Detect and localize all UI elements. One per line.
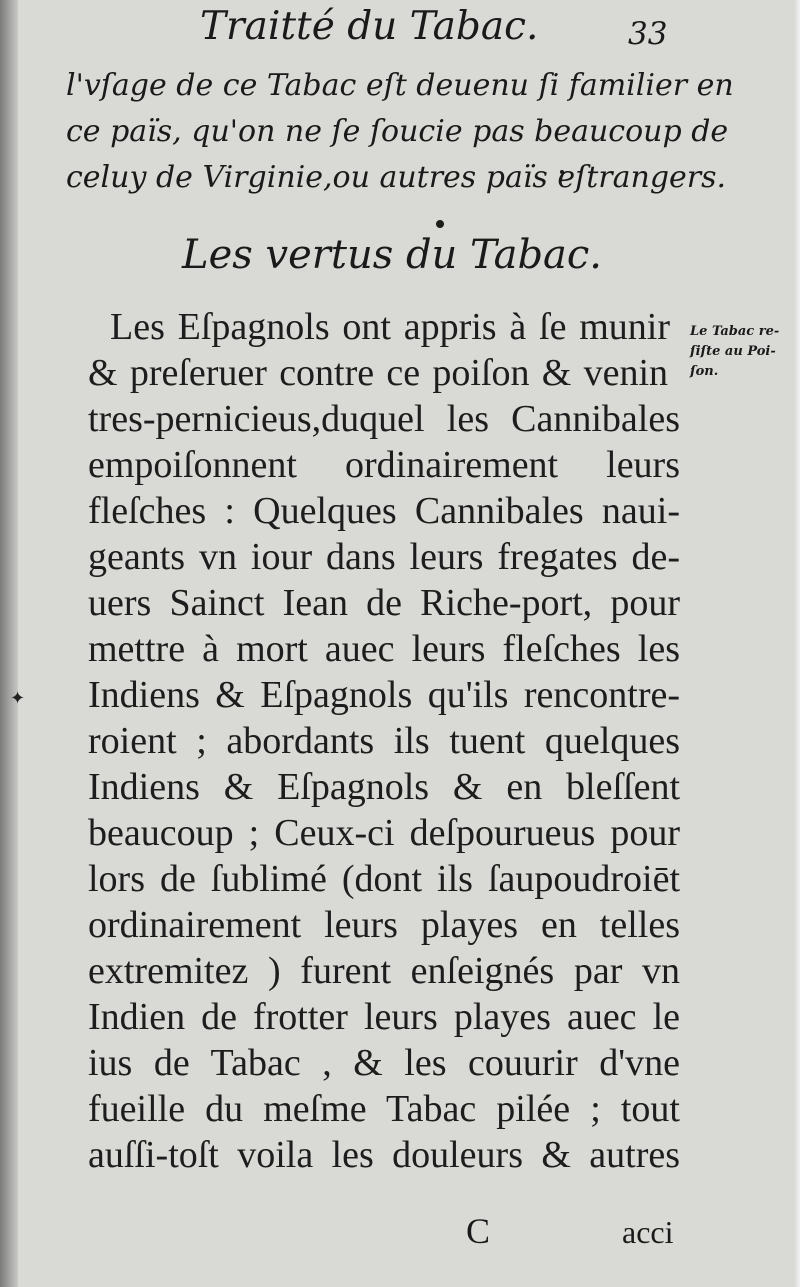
body-line: tres-pernicieus,duquel les Cannibales — [88, 398, 680, 440]
body-line: fleſches : Quelques Cannibales naui- — [88, 490, 680, 532]
catchword: acci — [622, 1214, 674, 1250]
body-line: Indiens & Eſpagnols & en bleſſent — [88, 766, 680, 808]
marginal-note — [690, 322, 800, 382]
marginal-note-line: Le Tabac re- — [690, 324, 780, 339]
body-line: Indiens & Eſpagnols qu'ils rencontre- — [88, 674, 680, 716]
body-line: uers Sainct Iean de Riche-port, pour — [88, 582, 680, 624]
body-line: Les Eſpagnols ont appris à ſe munir — [110, 306, 670, 348]
running-title: Traitté du Tabac. — [200, 4, 539, 49]
body-line: ordinairement leurs playes en telles — [88, 904, 680, 946]
page-number: 33 — [628, 16, 668, 52]
section-heading: Les vertus du Tabac. — [182, 232, 603, 278]
page-edge — [794, 0, 800, 1287]
page-gutter-shadow — [0, 0, 18, 1287]
marginal-note-line: ſiſte au Poi- — [690, 344, 776, 359]
signature-mark: C — [466, 1211, 491, 1251]
intro-line: celuy de Virginie,ou autres païs eſtrangers. — [66, 160, 727, 195]
body-line: auſſi-toſt voila les douleurs & autres — [88, 1134, 680, 1176]
intro-line: l'vſage de ce Tabac eſt deuenu ſi familier en — [66, 68, 734, 103]
body-line: fueille du meſme Tabac pilée ; tout — [88, 1088, 680, 1130]
body-line: geants vn iour dans leurs fregates de- — [88, 536, 680, 578]
body-line: lors de ſublimé (dont ils ſaupoudroiēt — [88, 858, 680, 900]
body-line: beaucoup ; Ceux-ci deſpourueus pour — [88, 812, 680, 854]
body-line: roient ; abordants ils tuent quelques — [88, 720, 680, 762]
intro-line: ce païs, qu'on ne ſe ſoucie pas beaucoup de — [66, 114, 729, 149]
marginal-note-line: ſon. — [690, 364, 719, 379]
body-line: & preſeruer contre ce poiſon & venin — [88, 352, 668, 394]
margin-mark: ✦ — [10, 688, 26, 708]
body-line: mettre à mort auec leurs fleſches les — [88, 628, 680, 670]
body-line: Indien de frotter leurs playes auec le — [88, 996, 680, 1038]
body-line: ius de Tabac , & les couurir d'vne — [88, 1042, 680, 1084]
ink-speck — [436, 220, 444, 228]
body-line: extremitez ) furent enſeignés par vn — [88, 950, 680, 992]
body-line: empoiſonnent ordinairement leurs — [88, 444, 680, 486]
